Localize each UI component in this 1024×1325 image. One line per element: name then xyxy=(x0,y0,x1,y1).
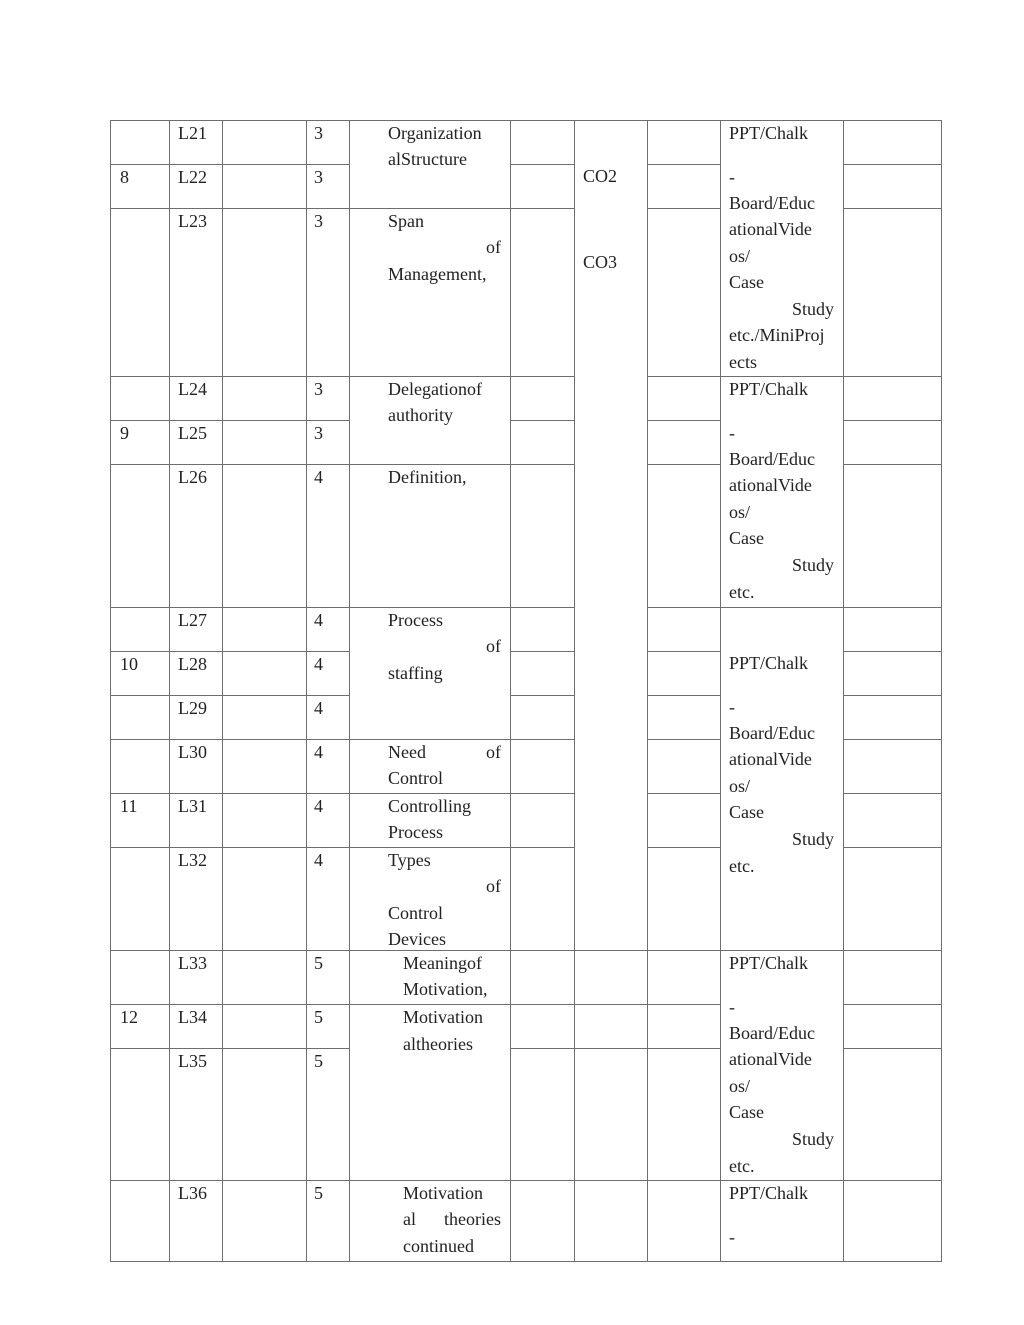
lecture-code: L27 xyxy=(178,610,207,630)
method-text: etc. xyxy=(729,856,755,876)
method-text: - xyxy=(729,1227,735,1247)
method-text: - xyxy=(729,997,735,1017)
lecture-code: L24 xyxy=(178,379,207,399)
empty-cell xyxy=(510,695,575,740)
empty-cell xyxy=(647,1048,721,1181)
unit-number: 5 xyxy=(314,1051,323,1071)
empty-cell xyxy=(843,651,942,696)
empty-cell xyxy=(647,739,721,794)
topic-text: staffing xyxy=(388,663,443,683)
topic-text: Management, xyxy=(388,264,487,284)
method-text: PPT/Chalk xyxy=(729,123,809,143)
outcome-cell xyxy=(574,950,648,1005)
empty-cell xyxy=(222,420,307,465)
unit-number: 5 xyxy=(314,953,323,973)
empty-cell xyxy=(510,793,575,848)
unit-cell xyxy=(306,1180,350,1262)
method-text: Case xyxy=(729,272,764,292)
unit-number: 3 xyxy=(314,123,323,143)
method-text: Study xyxy=(791,829,834,849)
empty-cell xyxy=(843,1048,942,1181)
week-cell xyxy=(110,1004,170,1049)
topic-text: of xyxy=(486,237,501,257)
empty-cell xyxy=(222,208,307,377)
lecture-code: L36 xyxy=(178,1183,207,1203)
topic-text: Span xyxy=(388,211,424,231)
unit-cell xyxy=(306,695,350,740)
method-text: os/ xyxy=(729,1076,751,1096)
empty-cell xyxy=(843,420,942,465)
empty-cell xyxy=(510,739,575,794)
unit-cell xyxy=(306,793,350,848)
method-text: Study xyxy=(791,555,834,575)
week-number: 8 xyxy=(120,167,129,187)
week-number: 9 xyxy=(120,423,129,443)
method-text: os/ xyxy=(729,502,751,522)
lecture-code: L21 xyxy=(178,123,207,143)
method-text: os/ xyxy=(729,246,751,266)
week-cell xyxy=(110,607,170,652)
empty-cell xyxy=(222,120,307,165)
unit-number: 5 xyxy=(314,1007,323,1027)
week-cell xyxy=(110,695,170,740)
topic-text: Organization xyxy=(388,123,482,143)
lecture-code: L32 xyxy=(178,850,207,870)
empty-cell xyxy=(222,847,307,951)
empty-cell xyxy=(647,420,721,465)
empty-cell xyxy=(843,376,942,421)
unit-cell xyxy=(306,376,350,421)
lecture-code: L23 xyxy=(178,211,207,231)
topic-text: of xyxy=(486,636,501,656)
method-text: PPT/Chalk xyxy=(729,653,809,673)
empty-cell xyxy=(647,208,721,377)
method-text: - xyxy=(729,423,735,443)
empty-cell xyxy=(647,1004,721,1049)
method-text: ationalVide xyxy=(729,1049,812,1069)
unit-number: 4 xyxy=(314,654,323,674)
empty-cell xyxy=(222,1180,307,1262)
unit-cell xyxy=(306,847,350,951)
outcome-cell xyxy=(574,1180,648,1262)
empty-cell xyxy=(843,208,942,377)
lecture-code: L31 xyxy=(178,796,207,816)
unit-cell xyxy=(306,120,350,165)
week-number: 12 xyxy=(120,1007,138,1027)
unit-cell xyxy=(306,464,350,608)
method-text: Board/Educ xyxy=(729,723,815,743)
unit-cell xyxy=(306,1048,350,1181)
unit-number: 3 xyxy=(314,211,323,231)
week-number: 11 xyxy=(120,796,138,816)
empty-cell xyxy=(510,1048,575,1181)
unit-cell xyxy=(306,950,350,1005)
empty-cell xyxy=(647,695,721,740)
lecture-code: L28 xyxy=(178,654,207,674)
lecture-code: L34 xyxy=(178,1007,207,1027)
empty-cell xyxy=(843,607,942,652)
unit-number: 4 xyxy=(314,610,323,630)
lecture-code: L29 xyxy=(178,698,207,718)
empty-cell xyxy=(510,651,575,696)
unit-cell xyxy=(306,208,350,377)
topic-text: Process xyxy=(388,822,443,842)
lecture-code: L26 xyxy=(178,467,207,487)
method-text: Study xyxy=(791,299,834,319)
empty-cell xyxy=(510,847,575,951)
topic-text: Process xyxy=(388,610,443,630)
method-text: os/ xyxy=(729,776,751,796)
week-cell xyxy=(110,1048,170,1181)
topic-text: Meaningof xyxy=(403,953,482,973)
topic-text: alStructure xyxy=(388,149,467,169)
outcome-label: CO3 xyxy=(583,252,618,272)
empty-cell xyxy=(647,464,721,608)
topic-text: Definition, xyxy=(388,467,467,487)
empty-cell xyxy=(843,1180,942,1262)
topic-text: continued xyxy=(403,1236,474,1256)
week-cell xyxy=(110,120,170,165)
method-text: - xyxy=(729,697,735,717)
empty-cell xyxy=(222,793,307,848)
method-text: PPT/Chalk xyxy=(729,953,809,973)
empty-cell xyxy=(510,420,575,465)
method-text: ationalVide xyxy=(729,749,812,769)
unit-number: 3 xyxy=(314,423,323,443)
empty-cell xyxy=(510,120,575,165)
topic-text: Control xyxy=(388,768,444,788)
empty-cell xyxy=(843,1004,942,1049)
unit-number: 4 xyxy=(314,850,323,870)
topic-text: al xyxy=(403,1209,416,1229)
method-text: Case xyxy=(729,1102,764,1122)
unit-cell xyxy=(306,739,350,794)
unit-number: 3 xyxy=(314,379,323,399)
method-text: ationalVide xyxy=(729,219,812,239)
empty-cell xyxy=(843,950,942,1005)
unit-number: 4 xyxy=(314,796,323,816)
empty-cell xyxy=(222,164,307,209)
topic-text: altheories xyxy=(403,1034,473,1054)
empty-cell xyxy=(647,120,721,165)
empty-cell xyxy=(222,739,307,794)
lecture-code: L22 xyxy=(178,167,207,187)
method-text: PPT/Chalk xyxy=(729,379,809,399)
method-text: - xyxy=(729,167,735,187)
week-cell xyxy=(110,376,170,421)
empty-cell xyxy=(647,1180,721,1262)
week-cell xyxy=(110,1180,170,1262)
empty-cell xyxy=(843,739,942,794)
week-cell xyxy=(110,847,170,951)
method-text: Study xyxy=(791,1129,834,1149)
topic-text: of xyxy=(486,876,501,896)
empty-cell xyxy=(843,120,942,165)
topic-text: Delegationof xyxy=(388,379,482,399)
unit-number: 4 xyxy=(314,467,323,487)
empty-cell xyxy=(222,651,307,696)
week-number: 10 xyxy=(120,654,138,674)
empty-cell xyxy=(843,164,942,209)
empty-cell xyxy=(647,793,721,848)
topic-text: Need xyxy=(388,742,426,762)
empty-cell xyxy=(510,464,575,608)
empty-cell xyxy=(843,847,942,951)
topic-text: Motivation, xyxy=(403,979,488,999)
week-cell xyxy=(110,464,170,608)
unit-cell xyxy=(306,607,350,652)
lecture-code: L30 xyxy=(178,742,207,762)
week-cell xyxy=(110,420,170,465)
empty-cell xyxy=(510,164,575,209)
outcome-cell xyxy=(574,120,648,951)
method-text: Case xyxy=(729,528,764,548)
lecture-code: L25 xyxy=(178,423,207,443)
method-text: Board/Educ xyxy=(729,1023,815,1043)
empty-cell xyxy=(647,164,721,209)
empty-cell xyxy=(647,950,721,1005)
empty-cell xyxy=(647,847,721,951)
unit-number: 3 xyxy=(314,167,323,187)
empty-cell xyxy=(647,607,721,652)
topic-text: Motivation xyxy=(403,1183,483,1203)
topic-text: authority xyxy=(388,405,453,425)
empty-cell xyxy=(647,376,721,421)
method-text: ationalVide xyxy=(729,475,812,495)
week-cell xyxy=(110,739,170,794)
method-text: Case xyxy=(729,802,764,822)
empty-cell xyxy=(222,950,307,1005)
empty-cell xyxy=(222,464,307,608)
empty-cell xyxy=(222,1004,307,1049)
outcome-cell xyxy=(574,1004,648,1049)
empty-cell xyxy=(222,607,307,652)
topic-text: Controlling xyxy=(388,796,472,816)
outcome-cell xyxy=(574,1048,648,1181)
empty-cell xyxy=(510,1180,575,1262)
outcome-label: CO2 xyxy=(583,166,618,186)
empty-cell xyxy=(222,1048,307,1181)
method-text: etc. xyxy=(729,1156,755,1176)
week-cell xyxy=(110,793,170,848)
unit-cell xyxy=(306,420,350,465)
week-cell xyxy=(110,950,170,1005)
topic-text: Control xyxy=(388,903,444,923)
method-text: etc./MiniProj xyxy=(729,325,825,345)
empty-cell xyxy=(510,1004,575,1049)
empty-cell xyxy=(510,208,575,377)
topic-text: Devices xyxy=(388,929,446,949)
method-text: etc. xyxy=(729,582,755,602)
method-text: PPT/Chalk xyxy=(729,1183,809,1203)
lecture-code: L35 xyxy=(178,1051,207,1071)
empty-cell xyxy=(222,376,307,421)
method-text: Board/Educ xyxy=(729,449,815,469)
unit-number: 4 xyxy=(314,742,323,762)
empty-cell xyxy=(510,607,575,652)
topic-text: Types xyxy=(388,850,431,870)
unit-cell xyxy=(306,651,350,696)
empty-cell xyxy=(843,464,942,608)
unit-number: 5 xyxy=(314,1183,323,1203)
empty-cell xyxy=(843,695,942,740)
week-cell xyxy=(110,651,170,696)
empty-cell xyxy=(647,651,721,696)
empty-cell xyxy=(510,376,575,421)
empty-cell xyxy=(222,695,307,740)
unit-cell xyxy=(306,164,350,209)
lecture-code: L33 xyxy=(178,953,207,973)
week-cell xyxy=(110,164,170,209)
empty-cell xyxy=(510,950,575,1005)
topic-text: of xyxy=(486,742,501,762)
topic-text: theories xyxy=(444,1209,501,1229)
topic-text: Motivation xyxy=(403,1007,483,1027)
week-cell xyxy=(110,208,170,377)
unit-cell xyxy=(306,1004,350,1049)
method-text: Board/Educ xyxy=(729,193,815,213)
method-text: ects xyxy=(729,352,757,372)
empty-cell xyxy=(843,793,942,848)
unit-number: 4 xyxy=(314,698,323,718)
